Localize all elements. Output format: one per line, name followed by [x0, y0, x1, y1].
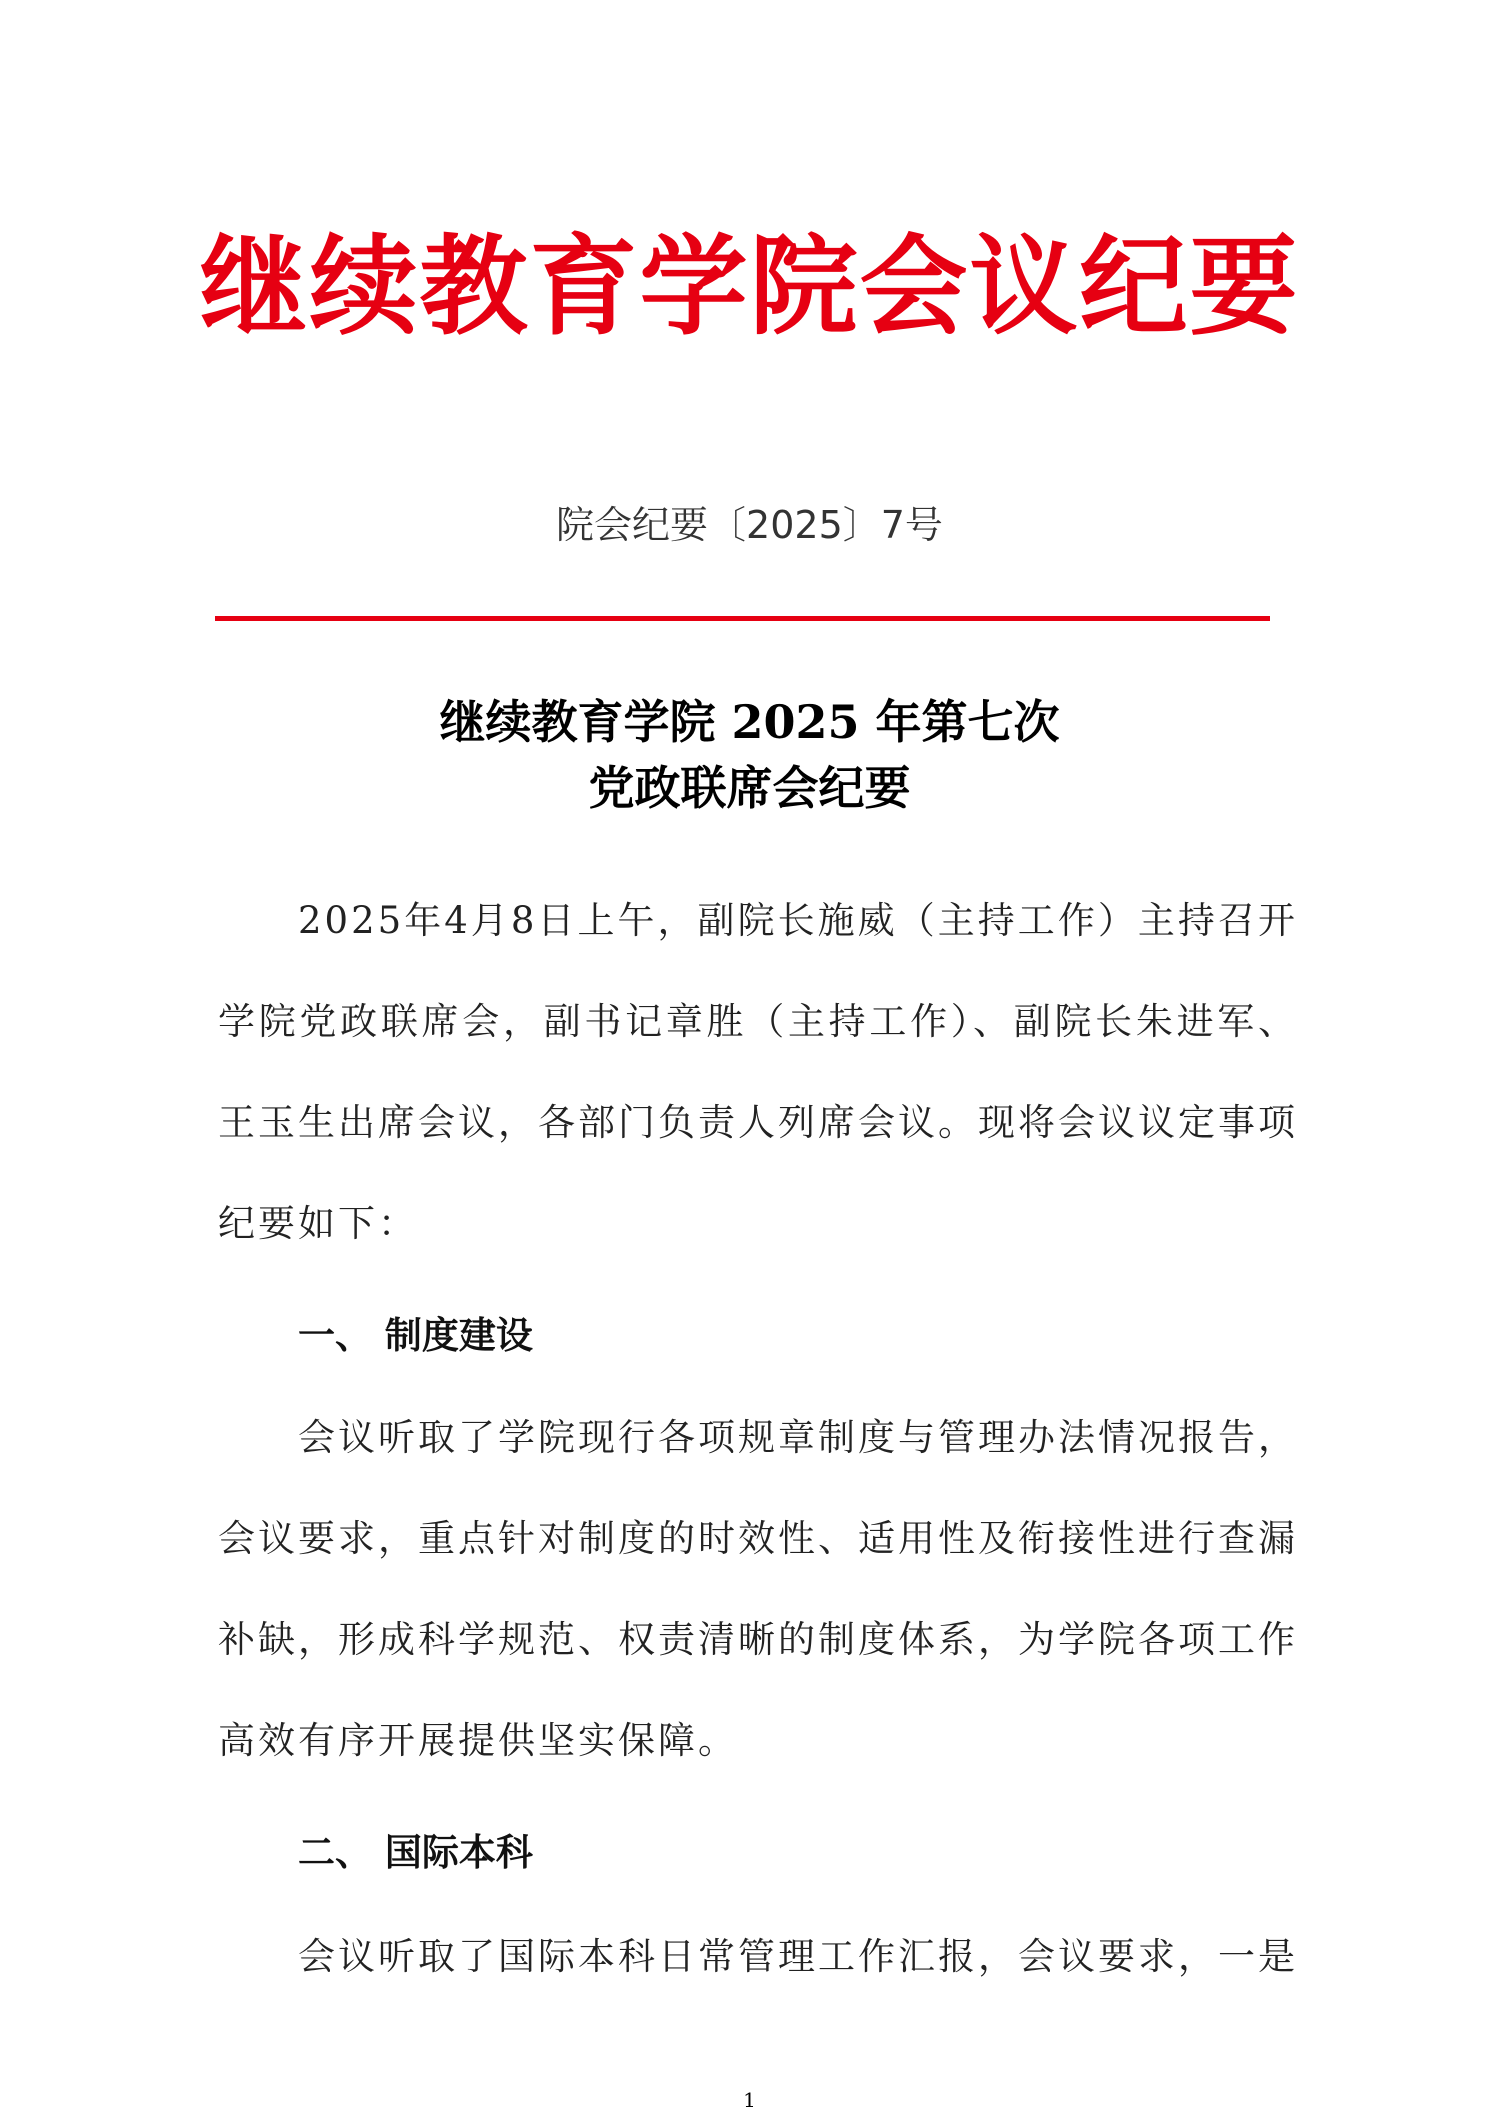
intro-paragraph: 2025年4月8日上午，副院长施威（主持工作）主持召开学院党政联席会，副书记章胜（主持工作）、副院长朱进军、王玉生出席会议，各部门负责人列席会议。现将会议议定事项纪要如下： [218, 899, 1298, 1245]
page-number: 1 [743, 2088, 756, 2112]
section-1-paragraph: 会议听取了学院现行各项规章制度与管理办法情况报告，会议要求，重点针对制度的时效性、适用性及衔接性进行查漏补缺，形成科学规范、权责清晰的制度体系，为学院各项工作高效有序开展提供坚实保障。 [218, 1416, 1298, 1762]
document-title-line-1: 继续教育学院 2025 年第七次 [439, 695, 1060, 749]
masthead-title: 继续教育学院会议纪要 [199, 225, 1300, 350]
document-title-line-2: 党政联席会纪要 [588, 761, 911, 815]
section-2-paragraph: 会议听取了国际本科日常管理工作汇报，会议要求，一是 [298, 1935, 1298, 1978]
red-divider-rule [215, 616, 1270, 621]
section-heading-2: 二、 国际本科 [298, 1831, 533, 1874]
document-number: 院会纪要〔2025〕7号 [556, 503, 943, 547]
section-heading-1: 一、 制度建设 [298, 1314, 533, 1357]
